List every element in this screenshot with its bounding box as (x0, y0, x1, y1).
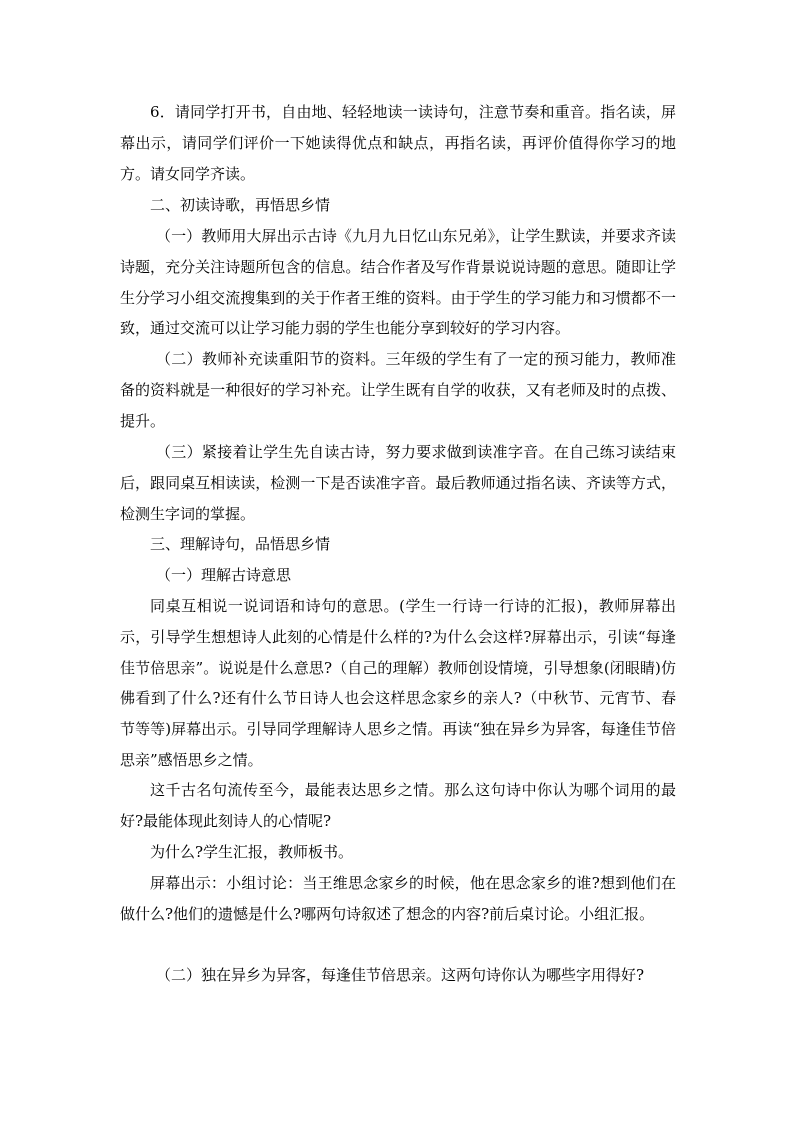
paragraph-self-reading: （三）紧接着让学生先自读古诗，努力要求做到读准字音。在自己练习读结束后，跟同桌互相读读，检测一下是否读准字音。最后教师通过指名读、齐读等方式，检测生字词的掌握。 (120, 443, 676, 523)
paragraph-why-report: 为什么?学生汇报，教师板书。 (150, 843, 354, 861)
paragraph-famous-line: 这千古名句流传至今，最能表达思乡之情。那么这句诗中你认为哪个词用的最好?最能体现此刻诗人的心情呢? (120, 781, 676, 830)
paragraph-group-discussion: 屏幕出示：小组讨论：当王维思念家乡的时候，他在思念家乡的谁?想到他们在做什么?他们的遗憾是什么?哪两句诗叙述了想念的内容?前后桌讨论。小组汇报。 (120, 874, 676, 923)
paragraph-reading-instruction: 6．请同学打开书，自由地、轻轻地读一读诗句，注意节奏和重音。指名读，屏幕出示，请同学们评价一下她读得优点和缺点，再指名读，再评价值得你学习的地方。请女同学齐读。 (120, 103, 676, 183)
section-heading-2: 二、初读诗歌，再悟思乡情 (150, 196, 331, 214)
section-heading-3: 三、理解诗句，品悟思乡情 (150, 535, 331, 553)
subheading-understand-meaning: （一）理解古诗意思 (156, 566, 292, 584)
paragraph-peer-explanation: 同桌互相说一说词语和诗句的意思。(学生一行诗一行诗的汇报)，教师屏幕出示，引导学生想想诗人此刻的心情是什么样的?为什么会这样?屏幕出示，引读“每逢佳节倍思亲”。说说是什么意思?（自己的理解）教师创设情境，引导想象(闭眼睛)仿佛看到了什么?还有什么节日诗人也会这样思念家乡的亲人?（中秋节、元宵节、春节等等)屏幕出示。引导同学理解诗人思乡之情。再读“独在异乡为异客，每逢佳节倍思亲”感悟思乡之情。 (120, 597, 676, 769)
paragraph-word-choice: （二）独在异乡为异客，每逢佳节倍思亲。这两句诗你认为哪些字用得好? (156, 966, 645, 984)
paragraph-double-ninth-material: （二）教师补充读重阳节的资料。三年级的学生有了一定的预习能力，教师准备的资料就是一种很好的学习补充。让学生既有自学的收获，又有老师及时的点拨、提升。 (120, 350, 676, 430)
paragraph-poem-title-reading: （一）教师用大屏出示古诗《九月九日忆山东兄弟》，让学生默读，并要求齐读诗题，充分关注诗题所包含的信息。结合作者及写作背景说说诗题的意思。随即让学生分学习小组交流搜集到的关于作者王维的资料。由于学生的学习能力和习惯都不一致，通过交流可以让学习能力弱的学生也能分享到较好的学习内容。 (120, 227, 676, 338)
